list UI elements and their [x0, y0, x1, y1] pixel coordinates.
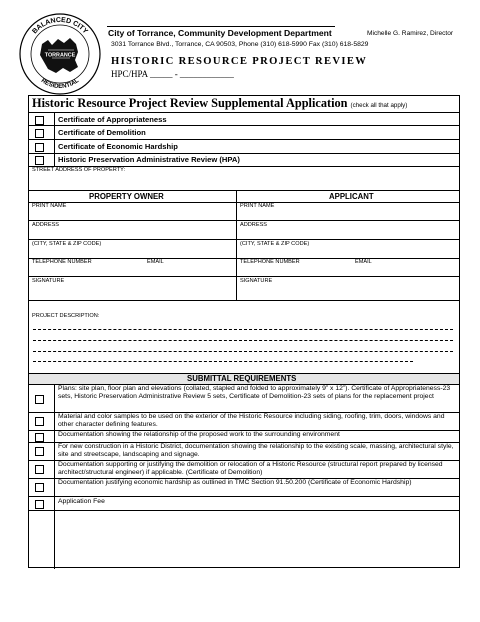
req-plans: Plans: site plan, floor plan and elevations (collated, stapled and folded to approximately 9” x 12”). Certificate of Appropriateness-23 sets, Historic Preservation Administrative Review 5 sets, Certificate of Demolition-23 sets of plans for the replacement project — [58, 385, 451, 401]
department-name: City of Torrance, Community Development Department — [108, 28, 332, 38]
project-description-label: PROJECT DESCRIPTION: — [32, 313, 100, 319]
project-description-line-1[interactable] — [33, 329, 453, 330]
type-certificate-of-demolition: Certificate of Demolition — [58, 128, 146, 137]
seal-center-text: TORRANCE — [44, 52, 76, 59]
type-certificate-of-economic-hardship: Certificate of Economic Hardship — [58, 142, 178, 151]
form-title: Historic Resource Project Review Supplemental Application (check all that apply) — [32, 96, 408, 110]
seal-ring-bottom: RESIDENTIAL — [39, 77, 81, 91]
applicant-city-label: (CITY, STATE & ZIP CODE) — [240, 241, 310, 247]
director-name: Michelle G. Ramirez, Director — [367, 30, 454, 37]
checkbox-req-new-construction[interactable] — [35, 447, 44, 456]
owner-city-label: (CITY, STATE & ZIP CODE) — [32, 241, 102, 247]
address-field[interactable] — [29, 239, 459, 240]
header-rule — [107, 26, 335, 27]
checkbox-hpa[interactable] — [35, 156, 44, 165]
owner-address-label: ADDRESS — [32, 222, 60, 228]
checkbox-req-demolition-documentation[interactable] — [35, 465, 44, 474]
applicant-address-label: ADDRESS — [240, 222, 268, 228]
project-description-line-4[interactable] — [33, 361, 413, 362]
seal-ring-top: BALANCED CITY — [31, 16, 89, 36]
svg-text:RESIDENTIAL — [40, 77, 81, 90]
checkbox-req-surrounding-environment[interactable] — [35, 433, 44, 442]
submittal-requirements-header: SUBMITTAL REQUIREMENTS — [187, 374, 297, 383]
applicant-telephone-label: TELEPHONE NUMBER — [240, 259, 300, 265]
req-new-construction: For new construction in a Historic District, documentation showing the relationship to the existing scale, massing, architectural style, site and streetscape, landscaping and signage. — [58, 443, 454, 459]
checkbox-req-application-fee[interactable] — [35, 500, 44, 509]
checkbox-req-plans[interactable] — [35, 395, 44, 404]
document-title: HISTORIC RESOURCE PROJECT REVIEW — [111, 56, 368, 67]
hpc-number-line: HPC/HPA _____ - ____________ — [111, 69, 234, 79]
req-surrounding-environment: Documentation showing the relationship of the proposed work to the surrounding environment — [58, 431, 340, 438]
applicant-signature-label: SIGNATURE — [240, 278, 273, 284]
req-economic-hardship: Documentation justifying economic hardship as outlined in TMC Section 91.50.200 (Certificate of Economic Hardship) — [58, 479, 412, 486]
type-certificate-of-appropriateness: Certificate of Appropriateness — [58, 115, 167, 124]
owner-signature-label: SIGNATURE — [32, 278, 65, 284]
checkbox-certificate-of-appropriateness[interactable] — [35, 116, 44, 125]
applicant-email-label: EMAIL — [355, 259, 372, 265]
application-form — [28, 95, 460, 568]
applicant-header: APPLICANT — [329, 192, 374, 201]
checkbox-certificate-of-economic-hardship[interactable] — [35, 143, 44, 152]
telephone-email-field[interactable] — [29, 276, 459, 277]
owner-telephone-label: TELEPHONE NUMBER — [32, 259, 92, 265]
applicant-print-name-label: PRINT NAME — [240, 203, 275, 209]
property-owner-header: PROPERTY OWNER — [89, 192, 164, 201]
checkbox-req-economic-hardship[interactable] — [35, 483, 44, 492]
checkbox-certificate-of-demolition[interactable] — [35, 129, 44, 138]
street-address-field[interactable] — [29, 190, 459, 191]
req-application-fee: Application Fee — [58, 498, 105, 505]
type-hpa: Historic Preservation Administrative Review (HPA) — [58, 155, 240, 164]
city-seal-logo — [18, 12, 102, 96]
print-name-field[interactable] — [29, 220, 459, 221]
req-demolition-documentation: Documentation supporting or justifying the demolition or relocation of a Historic Resource (structural report prepared by licensed architect/structural engineer) if applicable. (Certificate of Demolition) — [58, 461, 443, 477]
department-address: 3031 Torrance Blvd., Torrance, CA 90503, Phone (310) 618-5990 Fax (310) 618-5829 — [111, 41, 369, 48]
owner-print-name-label: PRINT NAME — [32, 203, 67, 209]
owner-email-label: EMAIL — [147, 259, 164, 265]
checkbox-req-material-samples[interactable] — [35, 417, 44, 426]
req-material-samples: Material and color samples to be used on the exterior of the Historic Resource including siding, roofing, trim, doors, windows and other character defining features. — [58, 413, 445, 429]
project-description-line-3[interactable] — [33, 351, 453, 352]
project-description-line-2[interactable] — [33, 340, 453, 341]
signature-field[interactable] — [29, 300, 459, 301]
street-address-label: STREET ADDRESS OF PROPERTY: — [32, 167, 126, 173]
